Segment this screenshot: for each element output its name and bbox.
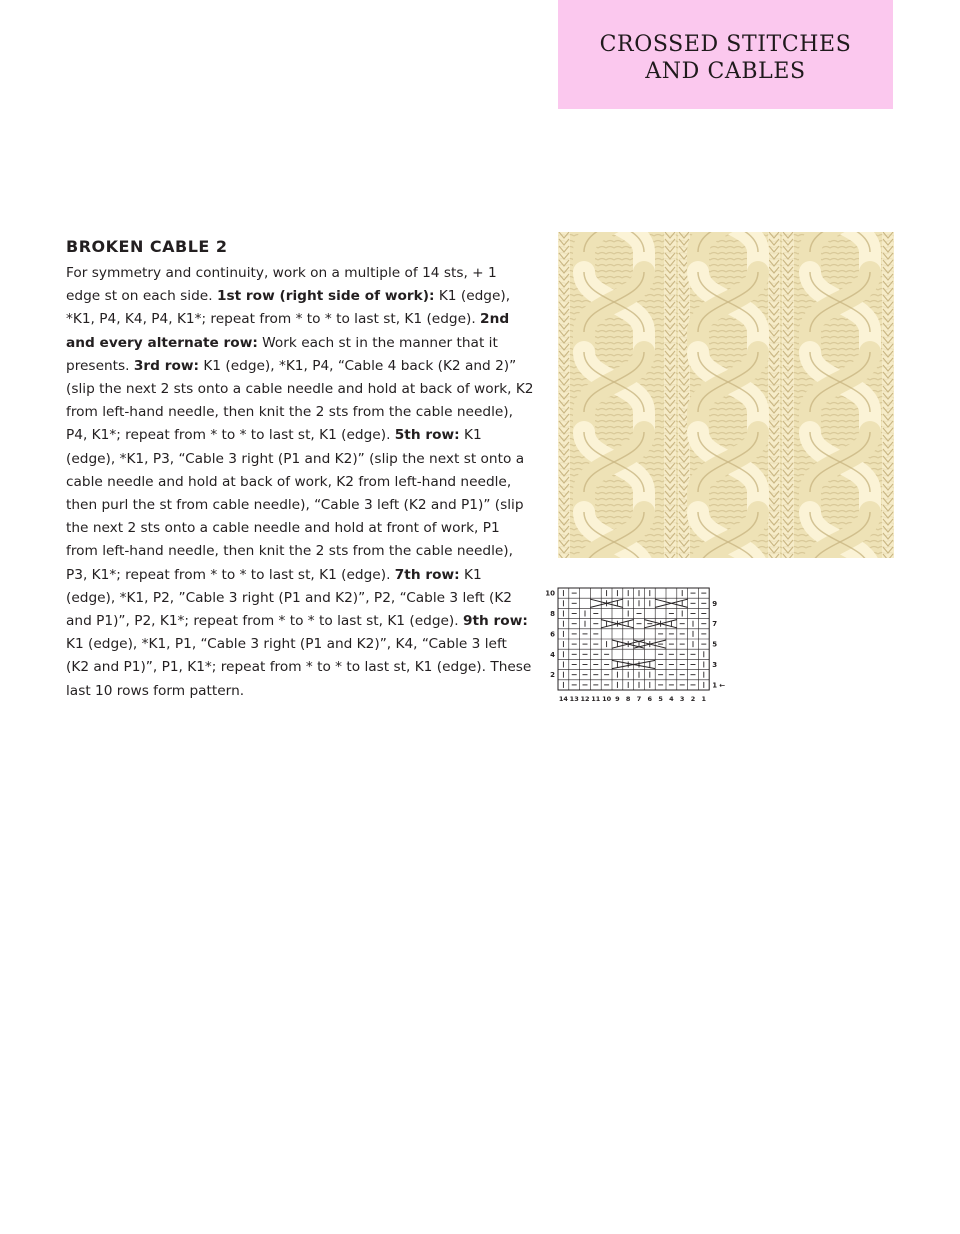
chart-column-label: 5 <box>658 695 663 703</box>
chart-column-label: 3 <box>679 695 685 703</box>
instruction-text: K1 (edge), *K1, P2, ”Cable 3 right (P1 and K2)”, P2, “Cable 3 left (K2 and P1)”, P2, K1*; repeat from * to * to last st, K1 (edge). <box>66 566 513 630</box>
chart-row-label: 9 <box>712 599 718 608</box>
chart-column-label: 7 <box>636 695 642 703</box>
row-heading: 2nd and every alternate row: <box>66 311 510 351</box>
chart-column-label: 8 <box>625 695 631 703</box>
instruction-text: Work each st in the manner that it presents. <box>66 334 498 374</box>
knitted-swatch-photo <box>558 232 894 558</box>
chart-column-label: 11 <box>591 695 601 703</box>
section-title-line-1: CROSSED STITCHES <box>599 31 852 57</box>
section-header-tab <box>558 0 893 109</box>
pattern-instructions <box>66 262 534 703</box>
knit-rib-column <box>882 232 894 558</box>
chart-column-label: 4 <box>669 695 674 703</box>
row-start-arrow-icon: ← <box>719 681 726 690</box>
section-title-line-2: AND CABLES <box>645 58 806 84</box>
instruction-text: For symmetry and continuity, work on a multiple of 14 sts, + 1 edge st on each side. <box>66 265 497 305</box>
chart-column-label: 12 <box>580 695 590 703</box>
instruction-text: K1 (edge), *K1, P4, “Cable 4 back (K2 and 2)” (slip the next 2 sts onto a cable needle and hold at back of work, K2 from left-hand needle, then knit the 2 sts from the cable needle), P4, K1*; repeat from * to * to last st, K1 (edge). <box>66 357 534 444</box>
chart-row-label: 2 <box>550 671 555 680</box>
chart-row-label: 8 <box>550 610 555 618</box>
row-heading: 5th row: <box>394 427 460 444</box>
chart-column-label: 6 <box>647 695 653 703</box>
row-heading: 9th row: <box>462 613 528 630</box>
chart-row-label: 10 <box>545 589 555 598</box>
knit-rib-column <box>664 232 676 558</box>
row-heading: 7th row: <box>394 566 460 583</box>
pattern-title: BROKEN CABLE 2 <box>66 237 228 256</box>
chart-row-label: 4 <box>550 650 555 659</box>
chart-row-label: 7 <box>712 620 718 629</box>
row-heading: 3rd row: <box>133 357 199 374</box>
chart-column-label: 9 <box>615 695 620 703</box>
instruction-text: K1 (edge), *K1, P1, “Cable 3 right (P1 and K2)”, K4, “Cable 3 left (K2 and P1)”, P1, K1*; repeat from * to * to last st, K1 (edge). These last 10 rows form pattern. <box>66 636 532 699</box>
knit-rib-column <box>558 232 570 558</box>
chart-row-label: 6 <box>550 630 555 639</box>
chart-column-label: 1 <box>701 695 707 703</box>
knit-rib-column <box>782 232 794 558</box>
chart-row-label: 1 <box>712 681 718 690</box>
row-heading: 1st row (right side of work): <box>216 288 435 305</box>
instruction-text: K1 (edge), *K1, P4, K4, P4, K1*; repeat from * to * to last st, K1 (edge). <box>66 288 511 328</box>
knit-rib-column <box>768 232 780 558</box>
chart-grid-lines <box>558 588 709 690</box>
stitch-chart <box>542 584 742 712</box>
chart-column-label: 10 <box>602 695 612 703</box>
chart-column-label: 14 <box>558 695 568 703</box>
chart-column-label: 2 <box>690 695 696 703</box>
instruction-text: K1 (edge), *K1, P3, “Cable 3 right (P1 and K2)” (slip the next st onto a cable needle and hold at back of work, K2 from left-hand needle, then purl the st from cable needle), “Cable 3 left (K2 and P1)” (slip the next 2 sts onto a cable needle and hold at front of work, P1 from left-hand needle, then knit the 2 sts from the cable needle), P3, K1*; repeat from * to * to last st, K1 (edge). <box>66 427 525 583</box>
chart-column-label: 13 <box>569 695 579 703</box>
chart-row-label: 5 <box>712 640 718 649</box>
cable-cross-symbol <box>655 599 687 607</box>
chart-row-label: 3 <box>712 661 718 669</box>
